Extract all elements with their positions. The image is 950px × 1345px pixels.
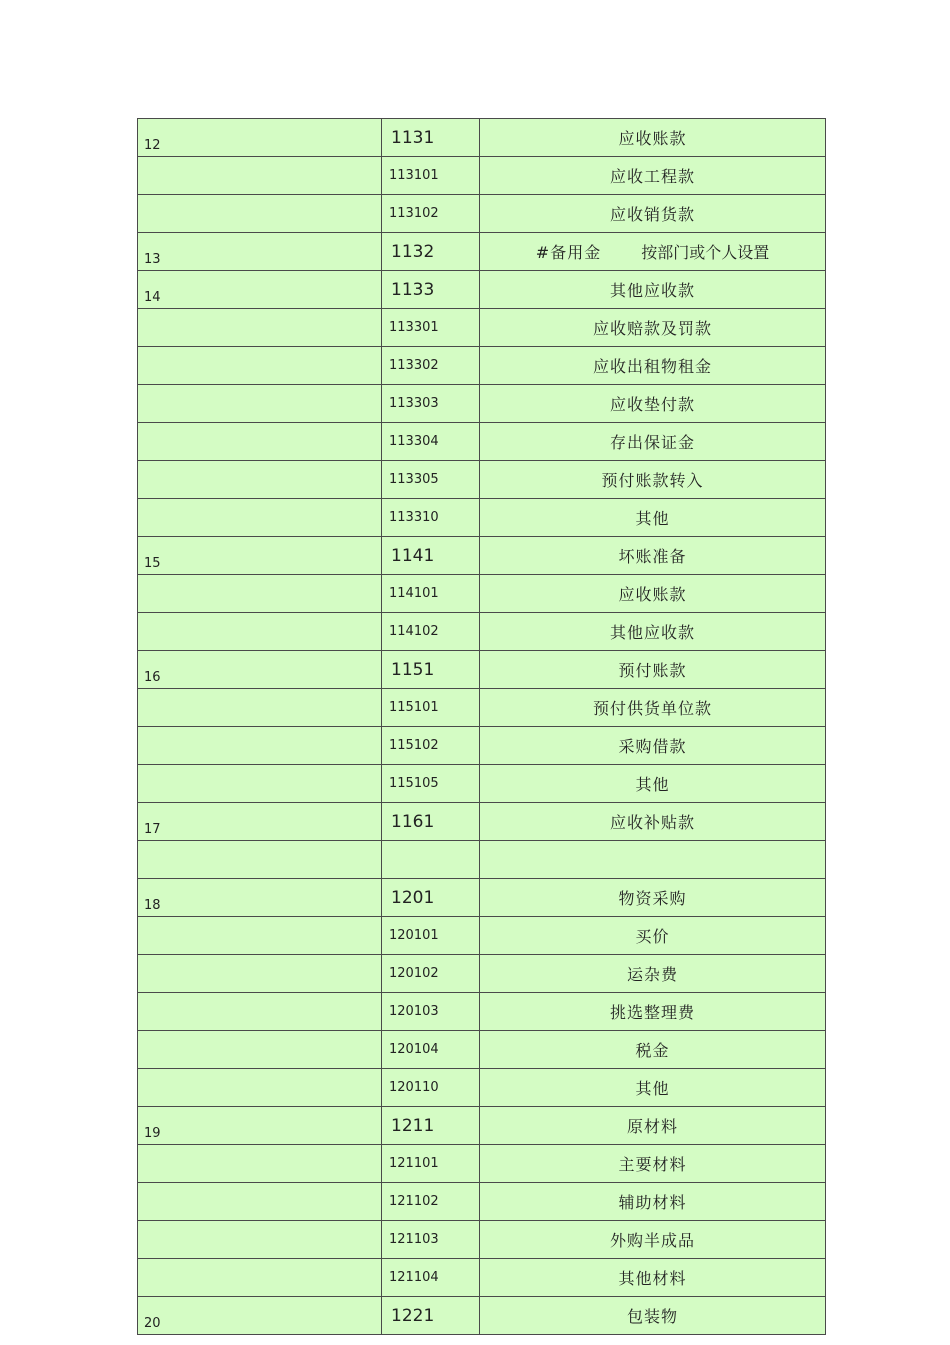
row-number-cell [138,765,382,803]
table-row [138,1107,826,1145]
account-code: 120110 [389,1080,439,1095]
row-number: 17 [144,822,161,837]
account-name-cell [480,1297,826,1335]
account-code: 1132 [391,241,435,262]
account-code: 115105 [389,776,439,791]
account-code-cell [382,613,480,651]
table-row [138,347,826,385]
account-code: 1161 [391,811,435,832]
table-row [138,1069,826,1107]
row-number: 15 [144,556,161,571]
row-number: 16 [144,670,161,685]
table-body [138,119,826,1335]
table-row [138,1183,826,1221]
account-code-cell [382,1183,480,1221]
account-name: 买价 [635,927,670,946]
account-name: 运杂费 [626,965,678,984]
row-number-cell [138,195,382,233]
row-number: 18 [144,898,161,913]
account-name: 挑选整理费 [609,1003,695,1022]
account-code: 113101 [389,168,439,183]
account-name: 其他应收款 [609,623,695,642]
row-number-cell [138,309,382,347]
account-name-cell [480,233,826,271]
account-code: 120103 [389,1004,439,1019]
account-code: 113305 [389,472,439,487]
account-name: 其他应收款 [609,281,695,300]
account-code-cell [382,271,480,309]
row-number-cell [138,461,382,499]
account-name-cell [480,461,826,499]
table-row [138,689,826,727]
account-code-cell [382,537,480,575]
account-code-cell [382,157,480,195]
account-name-cell [480,1069,826,1107]
account-code: 114101 [389,586,439,601]
account-code: 113303 [389,396,439,411]
account-name: 其他 [635,775,670,794]
account-name: 应收账款 [618,129,687,148]
table-row [138,385,826,423]
row-number-cell [138,385,382,423]
table-row [138,195,826,233]
account-name-cell [480,423,826,461]
table-row [138,423,826,461]
account-name: 其他 [635,1079,670,1098]
row-number-cell [138,499,382,537]
account-code-cell [382,499,480,537]
account-name-cell [480,879,826,917]
row-number-cell [138,233,382,271]
account-code-cell [382,423,480,461]
account-code-cell [382,689,480,727]
account-code: 1151 [391,659,435,680]
account-code: 113102 [389,206,439,221]
account-code: 115102 [389,738,439,753]
account-code-cell [382,651,480,689]
row-number-cell [138,727,382,765]
account-name: 应收销货款 [609,205,695,224]
account-name: 预付账款 [618,661,687,680]
row-number-cell [138,1107,382,1145]
row-number-cell [138,423,382,461]
table-row [138,727,826,765]
account-code-cell [382,765,480,803]
account-code-cell [382,195,480,233]
account-code-table [137,118,826,1335]
account-code-cell [382,119,480,157]
account-name: 包装物 [626,1307,678,1326]
account-name: 原材料 [626,1117,678,1136]
account-name: 外购半成品 [609,1231,695,1250]
account-name-cell [480,803,826,841]
account-name-cell [480,765,826,803]
table-row [138,879,826,917]
account-code-cell [382,385,480,423]
account-code: 1211 [391,1115,435,1136]
account-code: 121104 [389,1270,439,1285]
row-number-cell [138,803,382,841]
account-code-cell [382,917,480,955]
table-row [138,993,826,1031]
table-row [138,1259,826,1297]
account-name: 存出保证金 [609,433,695,452]
row-number-cell [138,841,382,879]
account-name-cell [480,727,826,765]
row-number: 20 [144,1316,161,1331]
account-code: 1201 [391,887,435,908]
account-name-cell [480,841,826,879]
account-code: 113302 [389,358,439,373]
table-row [138,537,826,575]
account-name-cell [480,1145,826,1183]
account-code: 120102 [389,966,439,981]
table-row [138,1221,826,1259]
row-number: 19 [144,1126,161,1141]
account-name-cell [480,993,826,1031]
account-name-cell [480,385,826,423]
row-number-cell [138,955,382,993]
table-row [138,765,826,803]
row-number-cell [138,119,382,157]
row-number-cell [138,1145,382,1183]
table-row [138,841,826,879]
row-number-cell [138,917,382,955]
row-number-cell [138,1221,382,1259]
account-code-cell [382,461,480,499]
account-name: 物资采购 [618,889,687,908]
account-code: 115101 [389,700,439,715]
account-code: 120101 [389,928,439,943]
account-name-cell [480,651,826,689]
account-name: 预付供货单位款 [592,699,712,718]
account-code-cell [382,1221,480,1259]
account-name: #备用金 [535,243,602,262]
table-row [138,1145,826,1183]
table-row [138,803,826,841]
account-name-cell [480,1183,826,1221]
account-code: 113310 [389,510,439,525]
account-code-cell [382,233,480,271]
account-code: 1221 [391,1305,435,1326]
account-code: 113304 [389,434,439,449]
account-code-cell [382,347,480,385]
table-row [138,271,826,309]
account-code: 1141 [391,545,435,566]
table-row [138,233,826,271]
account-code-cell [382,1297,480,1335]
row-number: 14 [144,290,161,305]
row-number-cell [138,879,382,917]
account-name: 辅助材料 [618,1193,687,1212]
account-name: 应收赔款及罚款 [592,319,712,338]
account-name-cell [480,613,826,651]
row-number-cell [138,651,382,689]
account-name-cell [480,157,826,195]
row-number: 12 [144,138,161,153]
row-number-cell [138,613,382,651]
account-name-cell [480,309,826,347]
table-row [138,955,826,993]
table-row [138,119,826,157]
row-number-cell [138,1297,382,1335]
account-name: 应收出租物租金 [592,357,712,376]
row-number-cell [138,157,382,195]
table-row [138,575,826,613]
row-number: 13 [144,252,161,267]
account-code: 113301 [389,320,439,335]
account-name: 税金 [635,1041,670,1060]
account-code: 121102 [389,1194,439,1209]
account-name: 应收垫付款 [609,395,695,414]
account-code-cell [382,727,480,765]
account-name: 预付账款转入 [601,471,704,490]
account-code-cell [382,955,480,993]
account-name-cell [480,347,826,385]
table-row [138,917,826,955]
account-code: 1133 [391,279,435,300]
row-number-cell [138,1069,382,1107]
account-code: 114102 [389,624,439,639]
table-row [138,499,826,537]
account-code-cell [382,993,480,1031]
account-code: 121103 [389,1232,439,1247]
row-number-cell [138,347,382,385]
account-name: 应收工程款 [609,167,695,186]
account-name: 应收补贴款 [609,813,695,832]
table-row [138,1031,826,1069]
table-row [138,613,826,651]
row-number-cell [138,689,382,727]
account-name-cell [480,689,826,727]
account-code-cell [382,803,480,841]
account-code-cell [382,1031,480,1069]
row-number-cell [138,271,382,309]
table-row [138,157,826,195]
account-name: 其他材料 [618,1269,687,1288]
account-name: 坏账准备 [618,547,687,566]
account-name-cell [480,1259,826,1297]
account-code-cell [382,879,480,917]
account-name-cell [480,537,826,575]
account-code-cell [382,309,480,347]
account-name-cell [480,271,826,309]
account-name-cell [480,1031,826,1069]
account-code: 1131 [391,127,435,148]
account-name-cell [480,917,826,955]
account-note: 按部门或个人设置 [641,243,770,262]
account-name: 应收账款 [618,585,687,604]
account-code-cell [382,575,480,613]
account-name: 其他 [635,509,670,528]
account-code: 121101 [389,1156,439,1171]
account-code-cell [382,1107,480,1145]
row-number-cell [138,993,382,1031]
account-code-cell [382,841,480,879]
table-row [138,461,826,499]
account-name: 采购借款 [618,737,687,756]
account-code-cell [382,1259,480,1297]
account-code: 120104 [389,1042,439,1057]
account-name-cell [480,955,826,993]
row-number-cell [138,1183,382,1221]
account-name-cell [480,195,826,233]
account-code-cell [382,1069,480,1107]
row-number-cell [138,575,382,613]
row-number-cell [138,1259,382,1297]
table-row [138,651,826,689]
account-name-cell [480,499,826,537]
table-row [138,309,826,347]
account-name-cell [480,119,826,157]
account-name-cell [480,575,826,613]
account-name: 主要材料 [618,1155,687,1174]
account-name-cell [480,1221,826,1259]
row-number-cell [138,537,382,575]
table-row [138,1297,826,1335]
account-code-cell [382,1145,480,1183]
account-name-cell [480,1107,826,1145]
row-number-cell [138,1031,382,1069]
